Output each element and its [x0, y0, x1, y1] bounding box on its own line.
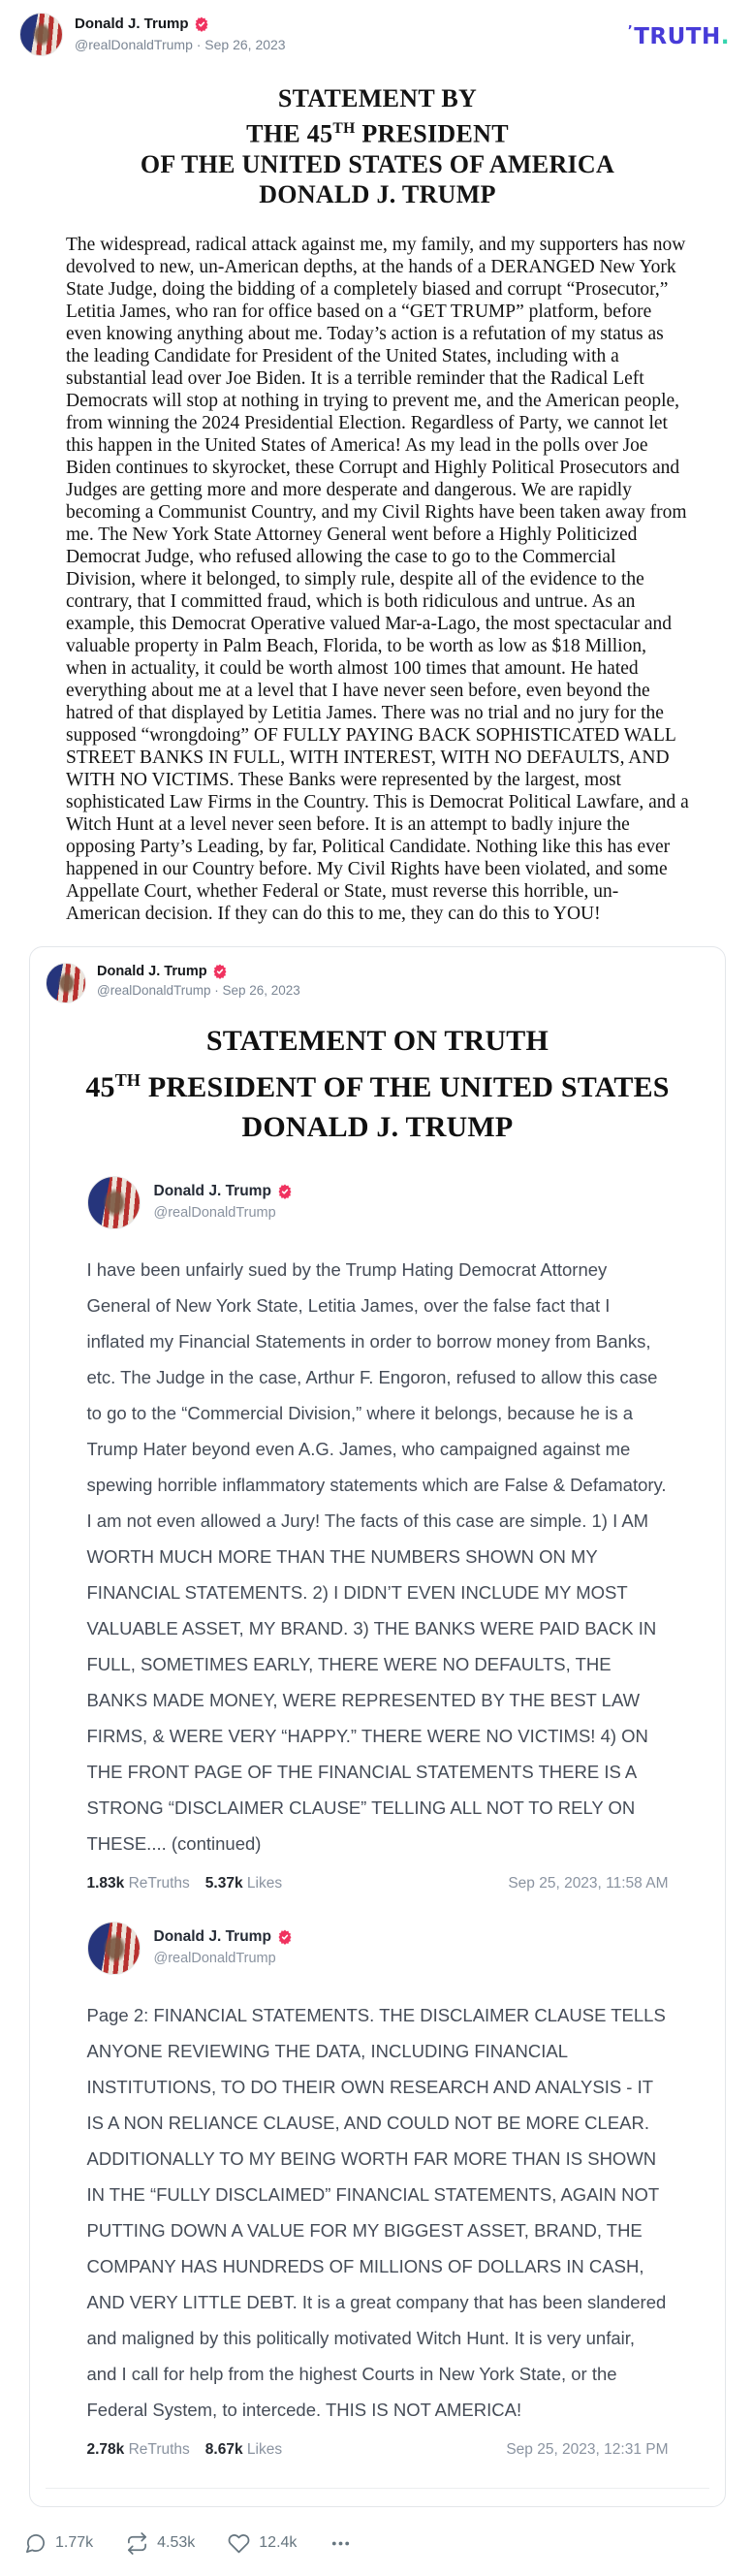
- statement-title-line3: OF THE UNITED STATES OF AMERICA: [140, 149, 615, 178]
- logo-text: TRUTH: [634, 24, 721, 49]
- quoted-post-card[interactable]: [29, 946, 726, 2507]
- reply-icon: [24, 2532, 47, 2555]
- verified-badge-icon: [277, 1929, 293, 1945]
- avatar[interactable]: [19, 13, 63, 56]
- screenshot-footer: [87, 2441, 669, 2459]
- screenshot-footer: [87, 1875, 669, 1892]
- statement-title: [66, 83, 689, 209]
- author-handle: @realDonaldTrump: [153, 1204, 276, 1221]
- author-name[interactable]: Donald J. Trump: [75, 16, 189, 32]
- quoted-statement-title: [30, 1021, 725, 1147]
- quoted-title-line2: 45TH PRESIDENT OF THE UNITED STATES: [85, 1069, 670, 1103]
- like-count: 12.4k: [259, 2534, 298, 2552]
- avatar: [87, 1922, 141, 1975]
- verified-badge-icon: [277, 1184, 293, 1199]
- statement-title-line4: DONALD J. TRUMP: [259, 179, 496, 208]
- heart-icon: [228, 2532, 250, 2555]
- author-info: [75, 13, 286, 52]
- retruth-count: 4.53k: [157, 2534, 196, 2552]
- screenshot-body: I have been unfairly sued by the Trump Hating Democrat Attorney General of New York State, Letitia James, over the false fact that I inflated my Financial Statements in order to borrow money from Banks, etc. The Judge in the case, Arthur F. Engoron, refused to allow this case to go to the “Commercial Division,” where it belongs, because he is a Trump Hater beyond even A.G. James, who campaigned against me spewing horrible inflammatory statements which are False & Defamatory. I am not even allowed a Jury! The facts of this case are simple. 1) I AM WORTH MUCH MORE THAN THE NUMBERS SHOWN ON MY FINANCIAL STATEMENTS. 2) I DIDN’T EVEN INCLUDE MY MOST VALUABLE ASSET, MY BRAND. 3) THE BANKS WERE PAID BACK IN FULL, SOMETIMES EARLY, THERE WERE NO DEFAULTS, THE BANKS MADE MONEY, WERE REPRESENTED BY THE BEST LAW FIRMS, & WERE VERY “HAPPY.” THERE WERE NO VICTIMS! 4) ON THE FRONT PAGE OF THE FINANCIAL STATEMENTS THERE IS A STRONG “DISCLAIMER CLAUSE” TELLING ALL NOT TO RELY ON THESE.... (continued): [86, 1258, 667, 1854]
- author-handle[interactable]: @realDonaldTrump · Sep 26, 2023: [75, 37, 286, 52]
- divider: [46, 2488, 709, 2489]
- logo-mark: ’: [627, 24, 634, 39]
- embedded-truth-screenshot-1: [87, 1176, 669, 1892]
- more-icon: [329, 2532, 352, 2555]
- more-button[interactable]: [329, 2532, 352, 2555]
- truth-social-logo: [628, 13, 730, 49]
- author-handle: @realDonaldTrump: [153, 1950, 276, 1966]
- verified-badge-icon: [194, 16, 209, 32]
- statement-image[interactable]: [0, 56, 753, 925]
- quoted-post-header: [30, 963, 725, 1003]
- author-name: Donald J. Trump: [153, 1927, 271, 1945]
- like-button[interactable]: [228, 2532, 297, 2555]
- retruth-button[interactable]: [126, 2532, 195, 2555]
- screenshot-body: Page 2: FINANCIAL STATEMENTS. THE DISCLAIMER CLAUSE TELLS ANYONE REVIEWING THE DATA, INCLUDING FINANCIAL INSTITUTIONS, TO DO THEIR OWN RESEARCH AND ANALYSIS - IT IS A NON RELIANCE CLAUSE, AND COULD NOT BE MORE CLEAR. ADDITIONALLY TO MY BEING WORTH FAR MORE THAN IS SHOWN IN THE “FULLY DISCLAIMED” FINANCIAL STATEMENTS, AGAIN NOT PUTTING DOWN A VALUE FOR MY BIGGEST ASSET, BRAND, THE COMPANY HAS HUNDREDS OF MILLIONS OF DOLLARS IN CASH, AND VERY LITTLE DEBT. It is a great company that has been slandered and maligned by this politically motivated Witch Hunt. It is very unfair, and I call for help from the highest Courts in New York State, or the Federal System, to intercede. THIS IS NOT AMERICA!: [86, 2004, 667, 2420]
- retruths-stat: 1.83k ReTruths: [86, 1874, 190, 1892]
- statement-title-line2: THE 45TH PRESIDENT: [246, 119, 509, 148]
- likes-stat: 8.67k Likes: [204, 2440, 283, 2458]
- avatar: [87, 1176, 141, 1229]
- logo-dot: .: [720, 24, 730, 49]
- timestamp: Sep 25, 2023, 12:31 PM: [506, 2440, 669, 2458]
- screenshot-header: [87, 1922, 669, 1975]
- avatar[interactable]: [46, 963, 86, 1003]
- reply-button[interactable]: [24, 2532, 93, 2555]
- embedded-truth-screenshot-2: [87, 1922, 669, 2459]
- statement-title-line1: STATEMENT BY: [277, 84, 478, 112]
- post-header: [0, 0, 753, 56]
- quoted-title-line3: DONALD J. TRUMP: [241, 1110, 514, 1143]
- author-name: Donald J. Trump: [153, 1182, 271, 1199]
- screenshot-header: [87, 1176, 669, 1229]
- action-bar: [0, 2507, 753, 2576]
- retruth-icon: [126, 2532, 148, 2555]
- reply-count: 1.77k: [55, 2534, 94, 2552]
- author-handle[interactable]: @realDonaldTrump · Sep 26, 2023: [97, 983, 300, 999]
- quoted-title-line1: STATEMENT ON TRUTH: [205, 1024, 549, 1057]
- verified-badge-icon: [212, 964, 228, 979]
- statement-body: The widespread, radical attack against me, my family, and my supporters has now devolved to new, un-American depths, at the hands of a DERANGED New York State Judge, doing the bidding of a completely biased and corrupt “Prosecutor,” Letitia James, who ran for office based on a “GET TRUMP” platform, before even knowing anything about me. Today’s action is a refutation of my status as the leading Candidate for President of the United States, including with a substantial lead over Joe Biden. It is a terrible reminder that the Radical Left Democrats will stop at nothing in trying to prevent me, and the American people, from winning the 2024 Presidential Election. Regardless of Party, we cannot let this happen in the United States of America! As my lead in the polls over Joe Biden continues to skyrocket, these Corrupt and Highly Political Prosecutors and Judges are getting more and more desperate and dangerous. We are rapidly becoming a Communist Country, and my Civil Rights have been taken away from me. The New York State Attorney General went before a Highly Politicized Democrat Judge, who refused allowing the case to go to the Commercial Division, where it belonged, to simply rule, despite all of the evidence to the contrary, that I committed fraud, which is both ridiculous and untrue. As an example, this Democrat Operative valued Mar-a-Lago, the most spectacular and valuable property in Palm Beach, Florida, to be worth as low as $18 Million, when in actuality, it could be worth almost 100 times that amount. He hated everything about me at a level that I have never seen before, even beyond the hatred of that displayed by Letitia James. There was no trial and no jury for the supposed “wrongdoing” OF FULLY PAYING BACK SOPHISTICATED WALL STREET BANKS IN FULL, WITH INTEREST, WITH NO DEFAULTS, AND WITH NO VICTIMS. These Banks were represented by the largest, most sophisticated Law Firms in the Country. This is Democrat Political Lawfare, and a Witch Hunt at a level never seen before. It is an attempt to badly injure the opposing Party’s Leading, by far, Political Candidate. Nothing like this has ever happened in our Country before. My Civil Rights have been violated, and some Appellate Court, whether Federal or State, must reverse this horrible, un-American decision. If they can do this to me, they can do this to YOU!: [66, 234, 689, 924]
- timestamp: Sep 25, 2023, 11:58 AM: [508, 1874, 669, 1892]
- likes-stat: 5.37k Likes: [204, 1874, 283, 1892]
- author-name[interactable]: Donald J. Trump: [97, 963, 207, 979]
- retruths-stat: 2.78k ReTruths: [86, 2440, 190, 2458]
